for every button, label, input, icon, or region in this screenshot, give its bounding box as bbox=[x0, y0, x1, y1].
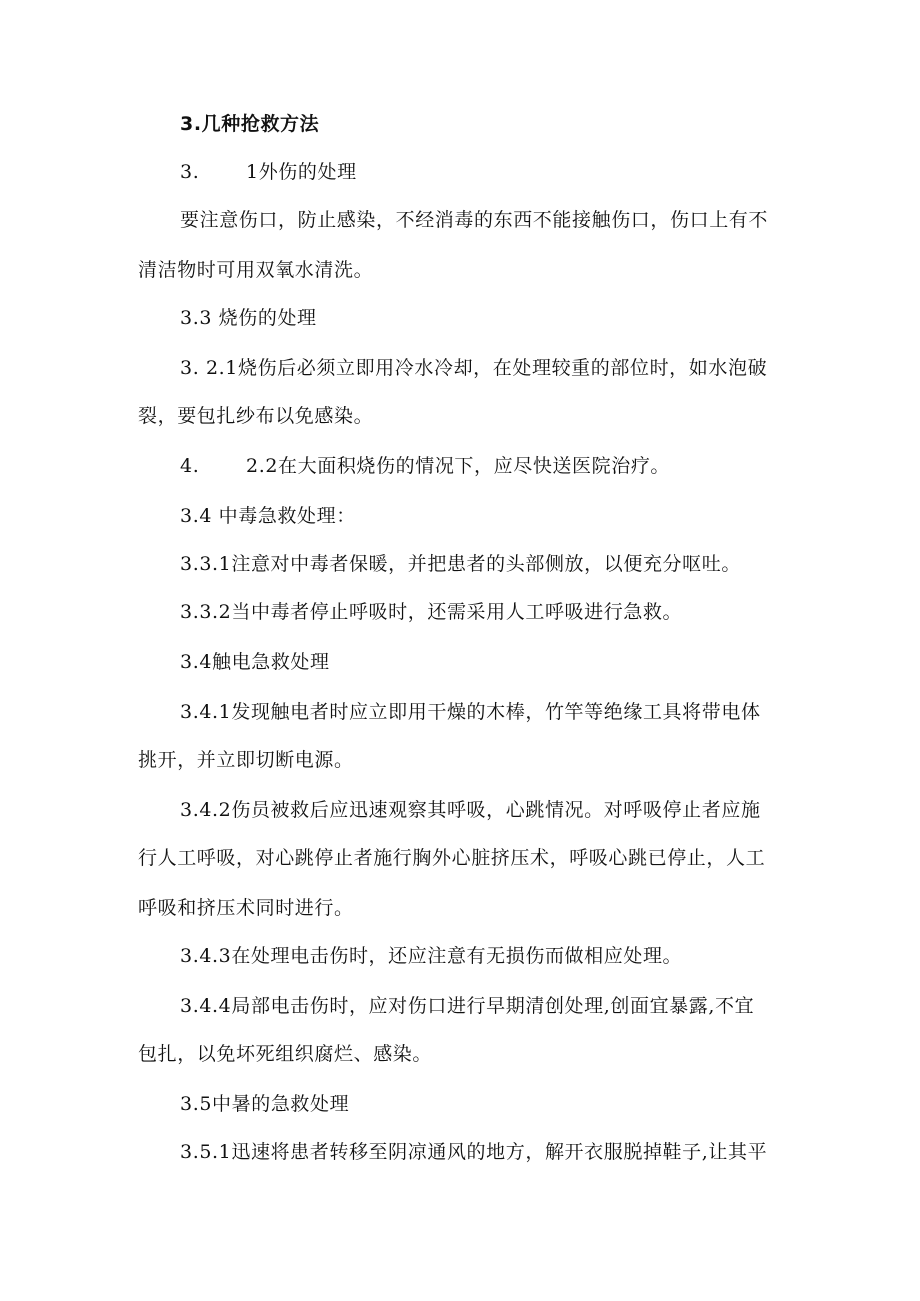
paragraph-number: 4. bbox=[180, 455, 200, 477]
paragraph-text: 2.2在大面积烧伤的情况下，应尽快送医院治疗。 bbox=[246, 455, 671, 477]
subsection-number: 3. bbox=[180, 161, 200, 183]
subsection-title: 1外伤的处理 bbox=[246, 161, 357, 183]
paragraph-electric-1-line-1: 3.4.1发现触电者时应立即用干燥的木棒，竹竿等绝缘工具将带电体 bbox=[180, 701, 761, 723]
subsection-3-3-heading: 3.3 烧伤的处理 bbox=[180, 307, 317, 329]
paragraph-burn-2 bbox=[180, 454, 670, 478]
subsection-3-5-heading: 3.5中暑的急救处理 bbox=[180, 1093, 350, 1115]
paragraph-burn-1-line-2: 裂，要包扎纱布以免感染。 bbox=[138, 405, 374, 427]
subsection-3-1-heading bbox=[180, 160, 357, 184]
paragraph-poison-2: 3.3.2当中毒者停止呼吸时，还需采用人工呼吸进行急救。 bbox=[180, 601, 683, 623]
paragraph-electric-3: 3.4.3在处理电击伤时，还应注意有无损伤而做相应处理。 bbox=[180, 945, 683, 967]
paragraph-heatstroke-1-line-1: 3.5.1迅速将患者转移至阴凉通风的地方，解开衣服脱掉鞋子,让其平 bbox=[180, 1141, 768, 1163]
paragraph-electric-2-line-3: 呼吸和挤压术同时进行。 bbox=[138, 897, 354, 919]
paragraph-electric-2-line-2: 行人工呼吸，对心跳停止者施行胸外心脏挤压术，呼吸心跳已停止，人工 bbox=[138, 847, 766, 869]
paragraph-wound-line-1: 要注意伤口，防止感染，不经消毒的东西不能接触伤口，伤口上有不 bbox=[180, 209, 769, 231]
subsection-3-4-poison-heading: 3.4 中毒急救处理： bbox=[180, 505, 356, 527]
paragraph-burn-1-line-1: 3. 2.1烧伤后必须立即用冷水冷却，在处理较重的部位时，如水泡破 bbox=[180, 357, 768, 379]
paragraph-poison-1: 3.3.1注意对中毒者保暖，并把患者的头部侧放，以便充分呕吐。 bbox=[180, 553, 741, 575]
paragraph-electric-1-line-2: 挑开，并立即切断电源。 bbox=[138, 749, 354, 771]
paragraph-electric-2-line-1: 3.4.2伤员被救后应迅速观察其呼吸，心跳情况。对呼吸停止者应施 bbox=[180, 799, 761, 821]
paragraph-electric-4-line-2: 包扎，以免坏死组织腐烂、感染。 bbox=[138, 1043, 433, 1065]
paragraph-wound-line-2: 清洁物时可用双氧水清洗。 bbox=[138, 259, 374, 281]
subsection-3-4-electric-heading: 3.4触电急救处理 bbox=[180, 651, 330, 673]
paragraph-electric-4-line-1: 3.4.4局部电击伤时，应对伤口进行早期清创处理,创面宜暴露,不宜 bbox=[180, 995, 755, 1017]
section-heading: 3.几种抢救方法 bbox=[180, 113, 320, 135]
